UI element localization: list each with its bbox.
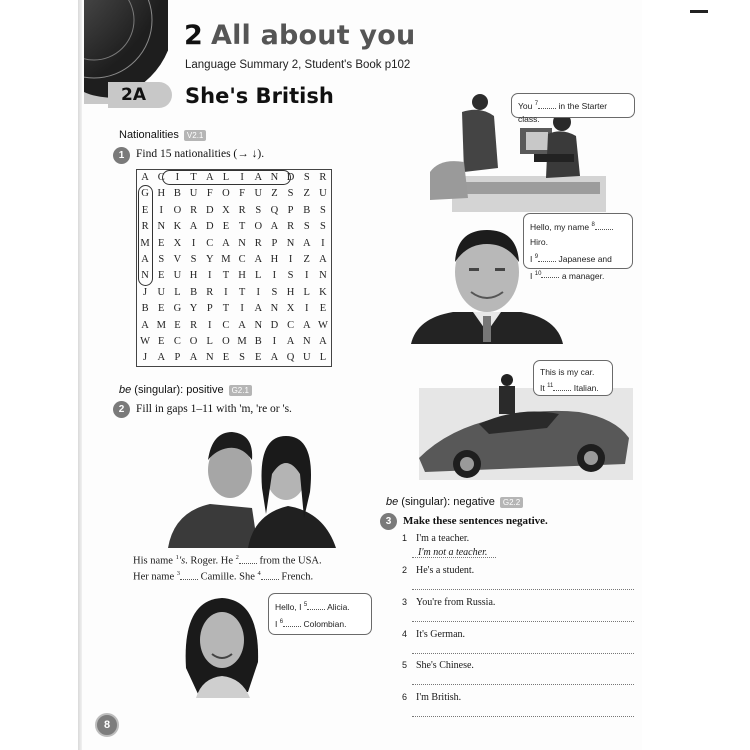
- grid-cell[interactable]: L: [206, 336, 213, 348]
- grid-cell[interactable]: Q: [270, 204, 279, 216]
- bubble-car: [533, 360, 613, 396]
- grid-cell[interactable]: N: [157, 221, 166, 233]
- grid-cell[interactable]: R: [238, 204, 246, 216]
- grid-cell[interactable]: S: [303, 172, 310, 183]
- grammar-tag-2-1: G2.1: [229, 385, 252, 396]
- grid-cell[interactable]: O: [222, 188, 230, 200]
- grid-cell[interactable]: M: [237, 336, 247, 348]
- grid-cell[interactable]: D: [286, 172, 295, 183]
- gap-2-number: 2: [235, 554, 239, 561]
- negative-item: [402, 692, 461, 703]
- grid-cell[interactable]: T: [238, 221, 246, 233]
- negative-item-answer: I'm not a teacher.: [418, 547, 488, 558]
- negative-item-text: She's Chinese.: [416, 660, 474, 671]
- camille-text-b: Camille. She: [200, 571, 255, 583]
- negative-item-number: 5: [402, 660, 408, 670]
- grid-cell[interactable]: A: [141, 172, 149, 183]
- grid-cell[interactable]: A: [286, 336, 295, 348]
- grid-cell[interactable]: I: [304, 303, 309, 315]
- grid-cell[interactable]: C: [173, 336, 181, 348]
- vocab-tag: V2.1: [184, 130, 206, 141]
- roger-text-c: from the USA.: [259, 555, 322, 567]
- grid-cell[interactable]: B: [190, 286, 198, 298]
- grid-cell[interactable]: B: [303, 204, 311, 216]
- grid-cell[interactable]: Z: [271, 188, 278, 200]
- bubble-hiro: [523, 213, 633, 281]
- grid-cell[interactable]: Z: [303, 188, 310, 200]
- exercise-3-number: 3: [380, 513, 397, 530]
- positive-heading-italic: be: [119, 384, 132, 396]
- grid-cell[interactable]: L: [303, 286, 310, 298]
- camille-sentence: [133, 570, 313, 583]
- gap-10-number: 10: [534, 270, 542, 277]
- grid-cell[interactable]: L: [319, 352, 327, 364]
- bubble-hiro-text-f: a manager.: [561, 270, 605, 281]
- grid-cell[interactable]: A: [319, 336, 327, 348]
- bubble-alicia-text-d: Colombian.: [303, 618, 347, 629]
- grid-cell[interactable]: S: [303, 221, 310, 233]
- grid-cell[interactable]: A: [189, 352, 198, 364]
- negative-heading-text: (singular): negative: [398, 496, 495, 508]
- bubble-hiro-text-c: I: [530, 253, 533, 264]
- positive-heading: [119, 384, 252, 396]
- grid-cell[interactable]: R: [190, 319, 198, 331]
- roger-text-b: . Roger. He: [185, 555, 233, 567]
- grid-cell[interactable]: A: [254, 303, 263, 315]
- answer-line[interactable]: [412, 589, 634, 590]
- grid-cell[interactable]: R: [287, 221, 295, 233]
- positive-heading-text: (singular): positive: [131, 384, 224, 396]
- negative-item-text: I'm British.: [416, 692, 462, 703]
- grid-cell[interactable]: C: [157, 172, 165, 183]
- grid-cell[interactable]: I: [256, 286, 260, 298]
- grid-cell[interactable]: I: [240, 303, 244, 315]
- roger-sentence: [133, 554, 322, 567]
- grid-cell[interactable]: I: [304, 270, 309, 282]
- grid-cell[interactable]: F: [239, 188, 245, 200]
- grid-cell[interactable]: P: [206, 303, 213, 315]
- grid-cell[interactable]: W: [317, 319, 328, 331]
- gap-4-number: 4: [257, 570, 261, 577]
- word-loop-italian[interactable]: [162, 170, 291, 185]
- grid-cell[interactable]: N: [270, 303, 279, 315]
- grid-cell[interactable]: U: [302, 352, 311, 364]
- negative-item-text: It's German.: [416, 629, 466, 640]
- negative-item: [402, 597, 495, 608]
- gap-1-answer: 's: [178, 555, 186, 567]
- grid-cell[interactable]: X: [286, 303, 295, 315]
- grid-cell[interactable]: I: [272, 270, 277, 282]
- grid-cell[interactable]: O: [254, 221, 263, 233]
- camille-text-a: Her name: [133, 571, 175, 583]
- bubble-hiro-text-e: I: [530, 270, 533, 281]
- gap-6-number: 6: [279, 618, 284, 625]
- negative-item: [402, 629, 465, 640]
- grid-cell[interactable]: U: [157, 286, 166, 298]
- grid-cell[interactable]: Z: [303, 254, 310, 266]
- grid-cell[interactable]: S: [271, 286, 278, 298]
- grid-cell[interactable]: C: [206, 237, 214, 249]
- grid-cell[interactable]: A: [157, 352, 166, 364]
- grid-cell[interactable]: U: [319, 188, 327, 200]
- unit-title: [184, 20, 415, 51]
- grid-cell[interactable]: I: [207, 270, 212, 282]
- grid-cell[interactable]: I: [240, 172, 244, 183]
- grid-cell[interactable]: A: [319, 254, 327, 266]
- bubble-starter-text-a: You: [518, 100, 533, 111]
- roger-text-a: His name: [133, 555, 173, 567]
- nationalities-heading: [119, 129, 206, 141]
- gap-7-blank[interactable]: [538, 100, 556, 109]
- grid-cell[interactable]: A: [141, 254, 149, 266]
- bubble-starter-class: [511, 93, 635, 124]
- answer-line[interactable]: [412, 621, 634, 622]
- exercise-3-instruction: Make these sentences negative.: [403, 515, 548, 527]
- grid-cell[interactable]: C: [238, 254, 246, 266]
- grid-cell[interactable]: H: [189, 270, 198, 282]
- gap-11-blank[interactable]: [553, 382, 571, 391]
- grid-cell[interactable]: L: [174, 286, 181, 298]
- grid-cell[interactable]: N: [205, 352, 214, 364]
- grid-cell[interactable]: A: [254, 254, 263, 266]
- grid-cell[interactable]: I: [224, 286, 228, 298]
- exercise-1-instruction: Find 15 nationalities (→ ↓).: [136, 148, 265, 160]
- grid-cell[interactable]: Y: [205, 254, 214, 266]
- answer-line[interactable]: [412, 557, 496, 558]
- negative-item-number: 2: [402, 565, 408, 575]
- negative-item-number: 4: [402, 629, 408, 639]
- language-summary-ref: Language Summary 2, Student's Book p102: [185, 59, 411, 71]
- grid-cell[interactable]: T: [222, 303, 230, 315]
- bubble-car-text-c: Italian.: [573, 382, 599, 393]
- grid-cell[interactable]: A: [205, 172, 214, 183]
- exercise-1-number: 1: [113, 147, 130, 164]
- grid-cell[interactable]: V: [173, 254, 182, 266]
- grid-cell[interactable]: A: [189, 221, 198, 233]
- grid-cell[interactable]: A: [302, 237, 311, 249]
- negative-heading-italic: be: [386, 496, 399, 508]
- grid-cell[interactable]: J: [143, 352, 148, 364]
- grid-cell[interactable]: S: [255, 204, 262, 216]
- grid-cell[interactable]: N: [302, 336, 311, 348]
- grid-cell[interactable]: B: [141, 303, 149, 315]
- grid-cell[interactable]: T: [222, 270, 230, 282]
- bubble-hiro-text-b: Hiro.: [530, 236, 548, 247]
- grid-cell[interactable]: P: [287, 204, 294, 216]
- unit-number: 2: [184, 20, 203, 51]
- grid-cell[interactable]: A: [270, 352, 279, 364]
- gap-4-blank[interactable]: [261, 571, 279, 580]
- grid-cell[interactable]: I: [191, 237, 196, 249]
- exercise-2-number: 2: [113, 401, 130, 418]
- negative-item-number: 6: [402, 692, 408, 702]
- grid-cell[interactable]: G: [173, 303, 182, 315]
- grid-cell[interactable]: D: [270, 319, 279, 331]
- grid-cell[interactable]: R: [319, 172, 327, 183]
- grid-cell[interactable]: R: [206, 286, 214, 298]
- gap-5-number: 5: [303, 602, 308, 608]
- negative-item-number: 1: [402, 533, 408, 543]
- grid-cell[interactable]: P: [174, 352, 181, 364]
- lesson-title: She's British: [185, 84, 334, 108]
- gap-11-number: 11: [547, 383, 554, 389]
- grid-cell[interactable]: H: [157, 188, 166, 200]
- grid-cell[interactable]: I: [207, 319, 212, 331]
- grid-cell[interactable]: A: [222, 237, 230, 249]
- grid-cell[interactable]: T: [238, 286, 246, 298]
- grid-cell[interactable]: I: [159, 204, 163, 216]
- lesson-code: 2A: [121, 85, 146, 105]
- grid-cell[interactable]: T: [190, 172, 197, 183]
- grid-cell[interactable]: A: [254, 172, 263, 183]
- gap-6-blank[interactable]: [283, 618, 301, 627]
- grid-cell[interactable]: R: [141, 221, 149, 233]
- bubble-alicia-text-a: Hello, I: [275, 601, 302, 612]
- grid-cell[interactable]: M: [156, 319, 166, 331]
- grid-cell[interactable]: Y: [189, 303, 198, 315]
- grid-cell[interactable]: S: [287, 270, 294, 282]
- negative-item: [402, 660, 474, 671]
- grid-cell[interactable]: U: [173, 270, 182, 282]
- grid-cell[interactable]: R: [190, 204, 198, 216]
- scan-speck: [690, 10, 708, 13]
- grid-cell[interactable]: E: [222, 221, 230, 233]
- answer-line[interactable]: [412, 716, 634, 717]
- gap-1-number: 1: [175, 554, 179, 561]
- gap-10-blank[interactable]: [541, 269, 559, 278]
- grid-cell[interactable]: A: [238, 319, 246, 331]
- alicia-photo: [178, 592, 264, 698]
- grid-cell[interactable]: R: [254, 237, 262, 249]
- grid-cell[interactable]: L: [222, 172, 230, 183]
- gap-3-blank[interactable]: [180, 571, 198, 580]
- grid-cell[interactable]: N: [141, 270, 149, 282]
- nationalities-heading-text: Nationalities: [119, 129, 179, 141]
- grid-cell[interactable]: H: [286, 286, 295, 298]
- negative-item: [402, 533, 469, 544]
- grid-cell[interactable]: H: [238, 270, 246, 282]
- couple-photo: [168, 428, 338, 548]
- grid-cell[interactable]: C: [287, 319, 295, 331]
- grid-cell[interactable]: P: [271, 237, 278, 249]
- grid-cell[interactable]: A: [302, 319, 311, 331]
- negative-heading: [386, 496, 523, 508]
- bubble-hiro-text-d: Japanese and: [558, 253, 612, 264]
- negative-item-text: You're from Russia.: [416, 597, 496, 608]
- answer-line[interactable]: [412, 684, 634, 685]
- grid-cell[interactable]: S: [190, 254, 197, 266]
- grid-cell[interactable]: B: [173, 188, 181, 200]
- grid-cell[interactable]: A: [270, 221, 279, 233]
- grid-cell[interactable]: N: [254, 319, 263, 331]
- gap-7-number: 7: [534, 101, 539, 107]
- grid-cell[interactable]: O: [222, 336, 230, 348]
- grid-cell[interactable]: E: [222, 352, 230, 364]
- grid-cell[interactable]: A: [141, 319, 149, 331]
- grid-cell[interactable]: E: [158, 270, 165, 282]
- bubble-alicia-text-c: I: [275, 618, 278, 629]
- exercise-2-instruction: Fill in gaps 1–11 with 'm, 're or 's.: [136, 403, 292, 415]
- bubble-starter-text-b: in the Starter class.: [518, 100, 608, 124]
- grid-cell[interactable]: H: [270, 254, 279, 266]
- bubble-alicia: [268, 593, 372, 635]
- grid-cell[interactable]: E: [141, 204, 149, 216]
- grid-cell[interactable]: E: [158, 303, 165, 315]
- camille-text-c: French.: [281, 571, 314, 583]
- gap-9-blank[interactable]: [538, 253, 556, 262]
- grid-cell[interactable]: E: [319, 303, 327, 315]
- grid-cell[interactable]: I: [175, 172, 180, 183]
- grid-cell[interactable]: M: [221, 254, 231, 266]
- grid-cell[interactable]: S: [287, 188, 294, 200]
- negative-item-number: 3: [402, 597, 408, 607]
- unit-title-text: All about you: [211, 20, 416, 51]
- negative-item-text: I'm a teacher.: [416, 533, 470, 544]
- grid-cell[interactable]: K: [173, 221, 182, 233]
- bubble-hiro-text-a: Hello, my name: [530, 221, 590, 232]
- grid-cell[interactable]: E: [158, 336, 165, 348]
- grid-cell[interactable]: S: [319, 221, 326, 233]
- grid-cell[interactable]: E: [174, 319, 181, 331]
- grid-cell[interactable]: N: [270, 172, 279, 183]
- bubble-car-text-a: This is my car.: [540, 367, 595, 377]
- gap-5-blank[interactable]: [307, 601, 325, 610]
- grid-cell[interactable]: Q: [286, 352, 295, 364]
- gap-8-number: 8: [591, 222, 595, 228]
- grid-cell[interactable]: X: [222, 204, 230, 216]
- gap-3-number: 3: [176, 570, 180, 577]
- word-loop-german[interactable]: [138, 185, 153, 286]
- grid-cell[interactable]: S: [319, 204, 326, 216]
- grid-cell[interactable]: S: [239, 352, 245, 364]
- grid-cell[interactable]: N: [286, 237, 295, 249]
- grid-cell[interactable]: M: [140, 237, 150, 249]
- grid-cell[interactable]: B: [254, 336, 262, 348]
- grid-cell[interactable]: N: [238, 237, 246, 249]
- page-number: 8: [95, 713, 119, 737]
- grid-cell[interactable]: L: [255, 270, 262, 282]
- grid-cell[interactable]: J: [143, 286, 148, 298]
- grid-cell[interactable]: I: [288, 254, 293, 266]
- grid-cell[interactable]: E: [158, 237, 165, 249]
- grid-cell[interactable]: U: [189, 188, 198, 200]
- bubble-alicia-text-b: Alicia.: [327, 601, 350, 612]
- grid-cell[interactable]: S: [158, 254, 165, 266]
- gap-9-number: 9: [534, 253, 539, 260]
- negative-item: [402, 565, 474, 576]
- grid-cell[interactable]: O: [189, 336, 198, 348]
- bubble-car-text-b: It: [540, 382, 545, 393]
- gap-2-blank[interactable]: [239, 555, 257, 564]
- grid-cell[interactable]: E: [255, 352, 262, 364]
- grid-cell[interactable]: W: [140, 336, 151, 348]
- grid-cell[interactable]: U: [254, 188, 263, 200]
- grid-cell[interactable]: F: [206, 188, 213, 200]
- word-search-grid: [136, 169, 332, 367]
- grid-cell[interactable]: D: [205, 204, 214, 216]
- grammar-tag-2-2: G2.2: [500, 497, 523, 508]
- grid-cell[interactable]: N: [319, 270, 327, 282]
- grid-cell[interactable]: G: [141, 188, 149, 200]
- grid-cell[interactable]: K: [319, 286, 327, 298]
- grid-cell[interactable]: X: [173, 237, 182, 249]
- answer-line[interactable]: [412, 653, 634, 654]
- grid-cell[interactable]: I: [272, 336, 277, 348]
- gap-8-blank[interactable]: [595, 221, 613, 230]
- grid-cell[interactable]: C: [222, 319, 230, 331]
- grid-cell[interactable]: I: [321, 237, 325, 249]
- grid-cell[interactable]: D: [205, 221, 214, 233]
- negative-item-text: He's a student.: [416, 565, 475, 576]
- grid-cell[interactable]: O: [173, 204, 182, 216]
